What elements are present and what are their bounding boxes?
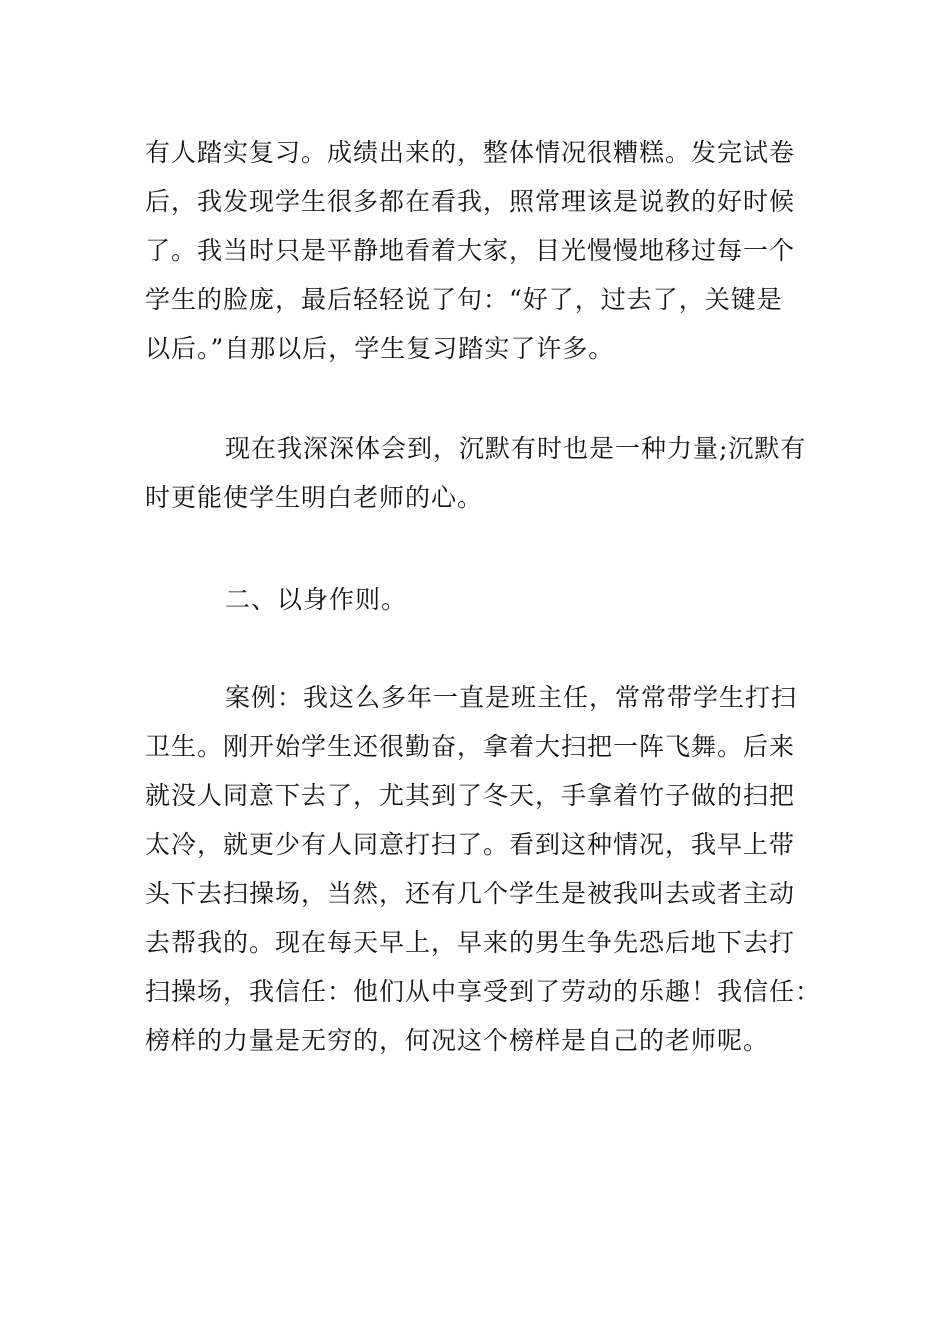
paragraph-line: 有人踏实复习。成绩出来的，整体情况很糟糕。发完试卷 (145, 138, 796, 167)
paragraph-line: 现在我深深体会到，沉默有时也是一种力量;沉默有 (225, 434, 807, 463)
paragraph-line: 以后。”自那以后，学生复习踏实了许多。 (145, 334, 615, 363)
paragraph-line: 时更能使学生明白老师的心。 (145, 483, 484, 512)
paragraph-line: 榜样的力量是无穷的，何况这个榜样是自己的老师呢。 (145, 1026, 770, 1055)
section-heading (145, 575, 825, 624)
paragraph-line: 扫操场，我信任：他们从中享受到了劳动的乐趣！我信任： (145, 977, 822, 1006)
paragraph-line: 学生的脸庞，最后轻轻说了句：“好了，过去了，关键是 (145, 285, 783, 314)
paragraph-line: 头下去扫操场，当然，还有几个学生是被我叫去或者主动 (145, 879, 796, 908)
paragraph-line: 太冷，就更少有人同意打扫了。看到这种情况，我早上带 (145, 830, 796, 859)
paragraph-3 (145, 673, 825, 1065)
paragraph-line: 了。我当时只是平静地看着大家，目光慢慢地移过每一个 (145, 236, 796, 265)
paragraph-line: 案例：我这么多年一直是班主任，常常带学生打扫 (225, 683, 798, 712)
section-heading-text: 二、以身作则。 (225, 585, 408, 614)
paragraph-line: 后，我发现学生很多都在看我，照常理该是说教的好时候 (145, 187, 796, 216)
paragraph-2 (145, 424, 825, 522)
paragraph-line: 去帮我的。现在每天早上，早来的男生争先恐后地下去打 (145, 928, 796, 957)
paragraph-1 (145, 128, 825, 373)
paragraph-line: 卫生。刚开始学生还很勤奋，拿着大扫把一阵飞舞。后来 (145, 732, 796, 761)
paragraph-line: 就没人同意下去了，尤其到了冬天，手拿着竹子做的扫把 (145, 781, 796, 810)
